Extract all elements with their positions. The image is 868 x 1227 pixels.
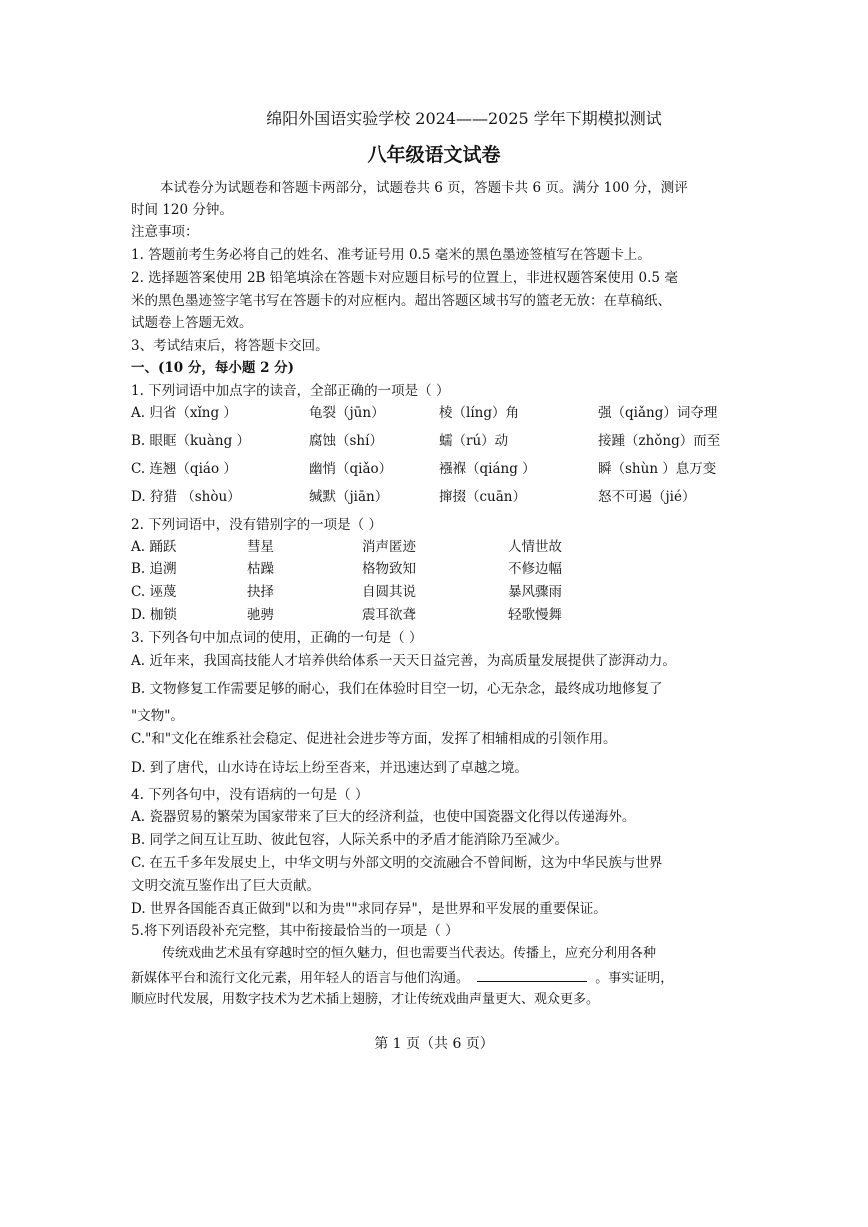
exam-title: 八年级语文试卷: [367, 144, 501, 166]
notice-3: 3、考试结束后，将答题卡交回。: [131, 338, 329, 354]
q2-c-word-3: 自圆其说: [362, 584, 416, 600]
q1-c-word-3: 襁褓（qiáng ）: [439, 461, 536, 477]
q2-a-word-3: 消声匿迹: [362, 539, 416, 555]
q1-a-word-2: 龟裂（jūn）: [309, 405, 385, 421]
q2-stem: 2. 下列词语中，没有错别字的一项是（ ）: [131, 517, 382, 533]
notice-2c: 试题卷上答题无效。: [131, 315, 253, 331]
intro-line-2: 时间 120 分钟。: [131, 202, 233, 218]
q5-answer-blank: [477, 967, 587, 982]
q1-d-word-1: D. 狩猎 （shòu）: [131, 489, 241, 505]
q2-c-word-1: C. 诬蔑: [131, 584, 177, 600]
q3-option-b-line2: "文物"。: [131, 708, 184, 724]
section-heading: 一、(10 分，每小题 2 分): [131, 360, 295, 376]
q2-d-word-3: 震耳欲聋: [362, 607, 416, 623]
q5-passage-line2-tail: 。事实证明，: [595, 971, 674, 986]
q1-b-word-1: B. 眼眶（kuàng ）: [131, 433, 251, 449]
q3-stem: 3. 下列各句中加点词的使用，正确的一句是（ ）: [131, 630, 423, 646]
q3-option-a: A. 近年来，我国高技能人才培养供给体系一天天日益完善，为高质量发展提供了澎湃动力。: [131, 653, 676, 669]
intro-line-1: 本试卷分为试题卷和答题卡两部分，试题卷共 6 页，答题卡共 6 页。满分 100 分，测评: [160, 180, 688, 196]
q5-passage-line1: 传统戏曲艺术虽有穿越时空的恒久魅力，但也需要当代表达。传播上，应充分利用各种: [162, 946, 657, 961]
q4-option-c-line1: C. 在五千多年发展史上，中华文明与外部文明的交流融合不曾间断，这为中华民族与世界: [131, 855, 663, 871]
q1-d-word-2: 缄默（jiān）: [309, 489, 389, 505]
q2-b-word-4: 不修边幅: [508, 561, 562, 577]
notice-label: 注意事项：: [131, 224, 199, 240]
q1-b-word-2: 腐蚀（shí）: [309, 433, 383, 449]
q2-a-word-1: A. 踊跃: [131, 539, 177, 555]
q4-option-b: B. 同学之间互让互助、彼此包容，人际关系中的矛盾才能消除乃至减少。: [131, 832, 569, 848]
q5-passage-line3: 顺应时代发展，用数字技术为艺术插上翅膀，才让传统戏曲声量更大、观众更多。: [131, 992, 600, 1007]
notice-1: 1. 答题前考生务必将自己的姓名、准考证号用 0.5 毫米的黑色墨迹签植写在答题卡上。: [131, 247, 651, 263]
q1-b-word-3: 蠕（rú）动: [439, 433, 509, 449]
q2-c-word-2: 抉择: [247, 584, 274, 600]
q5-passage-line2: [131, 967, 673, 989]
q2-a-word-2: 彗星: [247, 539, 274, 555]
q1-a-word-4: 强（qiǎng）词夺理: [598, 405, 718, 421]
q4-stem: 4. 下列各句中，没有语病的一句是（ ）: [131, 787, 369, 803]
q3-option-b-line1: B. 文物修复工作需要足够的耐心，我们在体验时目空一切，心无杂念，最终成功地修复了: [131, 681, 663, 697]
q2-d-word-1: D. 枷锁: [131, 607, 177, 623]
q5-passage-line2-text: 新媒体平台和流行文化元素，用年轻人的语言与他们沟通。: [131, 971, 470, 986]
q2-d-word-2: 驰骋: [247, 607, 274, 623]
q1-b-word-4: 接踵（zhǒng）而至: [598, 433, 721, 449]
q3-option-d: D. 到了唐代，山水诗在诗坛上纷至沓来，并迅速达到了卓越之境。: [131, 760, 528, 776]
q1-a-word-3: 棱（líng）角: [439, 405, 519, 421]
notice-2a: 2. 选择题答案使用 2B 铅笔填涂在答题卡对应题目标号的位置上，非进权题答案使用 0.5 毫: [131, 270, 678, 286]
q1-stem: 1. 下列词语中加点字的读音，全部正确的一项是（ ）: [131, 383, 450, 399]
q2-b-word-1: B. 追溯: [131, 561, 177, 577]
q1-c-word-2: 幽悄（qiǎo）: [309, 461, 393, 477]
q5-stem: 5.将下列语段补充完整，其中衔接最恰当的一项是（ ）: [131, 923, 459, 939]
q4-option-d: D. 世界各国能否真正做到"以和为贵""求同存异"，是世界和平发展的重要保证。: [131, 901, 607, 917]
q1-c-word-4: 瞬（shùn ）息万变: [598, 461, 717, 477]
q2-d-word-4: 轻歌慢舞: [508, 607, 562, 623]
q1-d-word-3: 撺掇（cuān）: [439, 489, 526, 505]
q4-option-a: A. 瓷器贸易的繁荣为国家带来了巨大的经济利益，也使中国瓷器文化得以传递海外。: [131, 809, 636, 825]
school-title: 绵阳外国语实验学校 2024——2025 学年下期模拟测试: [266, 109, 662, 128]
q1-a-word-1: A. 归省（xǐng ）: [131, 405, 237, 421]
q2-b-word-2: 枯躁: [247, 561, 274, 577]
q2-c-word-4: 暴风骤雨: [508, 584, 562, 600]
notice-2b: 米的黑色墨迹签字笔书写在答题卡的对应框内。超出答题区域书写的篮老无放：在草稿纸、: [131, 293, 671, 309]
page-number: 第 1 页（共 6 页）: [374, 1036, 494, 1052]
q4-option-c-line2: 文明交流互鉴作出了巨大贡献。: [131, 878, 320, 894]
q2-b-word-3: 格物致知: [362, 561, 416, 577]
q1-c-word-1: C. 连翘（qiáo ）: [131, 461, 237, 477]
q2-a-word-4: 人情世故: [508, 539, 562, 555]
q1-d-word-4: 怒不可遏（jié）: [598, 489, 696, 505]
q3-option-c: C."和"文化在维系社会稳定、促进社会进步等方面，发挥了相辅相成的引领作用。: [131, 731, 617, 747]
